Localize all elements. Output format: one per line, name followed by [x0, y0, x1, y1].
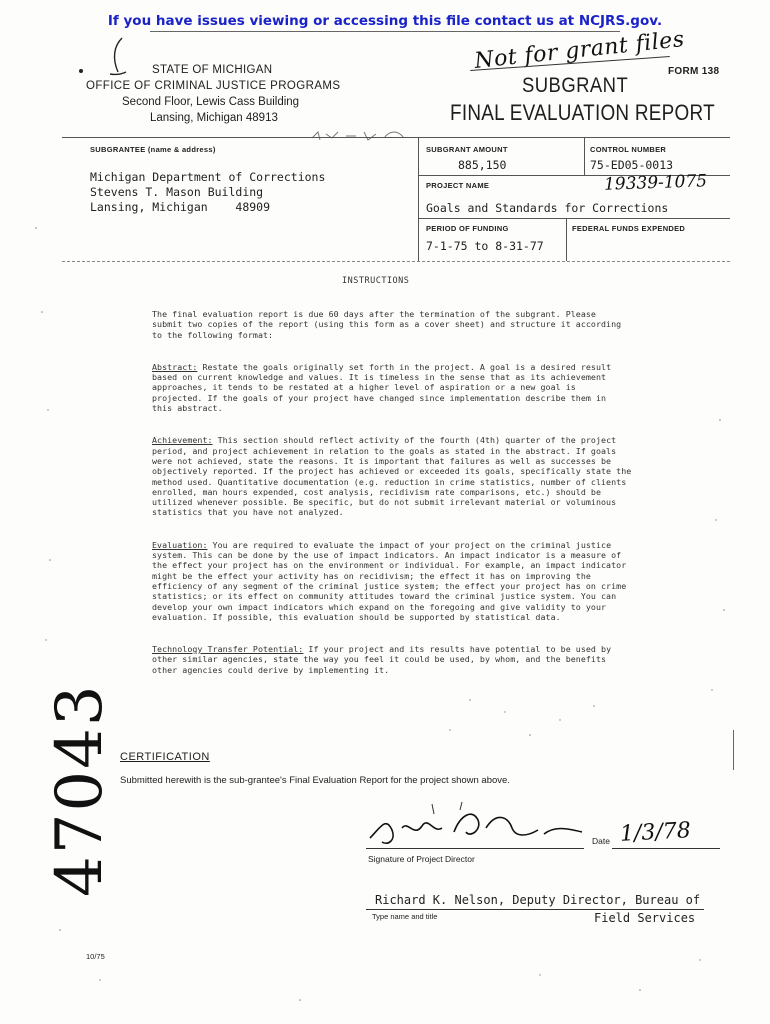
- technology-transfer-text: If your project and its results have potential to be used by other similar agencies, state the way you feel it could be used, by whom, and the benefits other agencies could derive by implementing it.: [152, 644, 612, 675]
- amount-label: SUBGRANT AMOUNT: [426, 145, 508, 154]
- agency-address-1: Second Floor, Lewis Cass Building: [122, 96, 300, 108]
- amount-value: 885,150: [458, 158, 507, 172]
- report-title-main: FINAL EVALUATION REPORT: [450, 100, 715, 125]
- typed-name-line-1: Richard K. Nelson, Deputy Director, Bureau of: [375, 893, 701, 907]
- period-value: 7-1-75 to 8-31-77: [426, 239, 544, 253]
- certification-heading: CERTIFICATION: [120, 751, 210, 763]
- subgrantee-line-3: Lansing, Michigan 48909: [90, 200, 271, 214]
- form-number: FORM 138: [668, 66, 720, 77]
- date-value: 1/3/78: [619, 818, 692, 847]
- subgrantee-line-1: Michigan Department of Corrections: [90, 170, 326, 184]
- technology-transfer-title: Technology Transfer Potential:: [152, 644, 304, 655]
- abstract-title: Abstract:: [152, 361, 198, 372]
- ncjrs-banner: If you have issues viewing or accessing this file contact us at NCJRS.gov.: [107, 13, 663, 29]
- federal-funds-label: FEDERAL FUNDS EXPENDED: [572, 224, 686, 233]
- certification-statement: Submitted herewith is the sub-grantee's Final Evaluation Report for the project shown above.: [120, 775, 510, 786]
- control-label: CONTROL NUMBER: [590, 145, 667, 154]
- period-label: PERIOD OF FUNDING: [426, 224, 509, 233]
- abstract-text: Restate the goals originally set forth in the project. A goal is a desired result based on current knowledge and values. It is timeless in the sense that as its achievement approaches, it tends to be restated at a higher level of aspiration or a new goal is projected. If the goals of your project have changed since implementation describe them in this abstract.: [152, 361, 612, 414]
- project-value: Goals and Standards for Corrections: [426, 201, 669, 215]
- achievement-title: Achievement:: [152, 435, 213, 446]
- agency-state: STATE OF MICHIGAN: [152, 64, 273, 76]
- instructions-intro: The final evaluation report is due 60 days after the termination of the subgrant. Please submit two copies of the report (using this form as a cover sheet) and structure it according to the following format:: [152, 309, 622, 340]
- project-label: PROJECT NAME: [426, 181, 490, 190]
- signature-label: Signature of Project Director: [368, 854, 475, 864]
- typed-name-label: Type name and title: [372, 912, 438, 921]
- date-label: Date: [592, 836, 610, 846]
- subgrantee-label: SUBGRANTEE (name & address): [90, 145, 216, 154]
- margin-number: 47043: [43, 683, 117, 897]
- control-handwritten: 19339-1075: [603, 171, 708, 195]
- typed-name-line-2: Field Services: [594, 911, 696, 925]
- subgrantee-line-2: Stevens T. Mason Building: [90, 185, 264, 199]
- instructions-heading: INSTRUCTIONS: [342, 276, 410, 286]
- handwritten-note: Not for grant files: [473, 27, 686, 74]
- achievement-text: This section should reflect activity of the fourth (4th) quarter of the project period, and project achievement in relation to the goals as stated in the abstract. If goals were not achieved, state the reasons. It is important that failures as well as successes be objectively reported. If the project has achieved or exceeded its goals, specifically state the method used. Quantitative documentation (e.g. reduction in crime statistics, number of clients enrolled, man hours expended, cost analysis, recidivism rate comparisons, etc.) should be utilized whenever possible. Be specific, but do not submit irrelevant material or voluminous statistics that you have not analyzed.: [152, 435, 632, 518]
- control-value: 75-ED05-0013: [590, 158, 674, 172]
- evaluation-title: Evaluation:: [152, 539, 208, 550]
- agency-address-2: Lansing, Michigan 48913: [150, 112, 278, 124]
- report-title-subgrant: SUBGRANT: [522, 74, 629, 97]
- form-date: 10/75: [86, 952, 105, 961]
- agency-office: OFFICE OF CRIMINAL JUSTICE PROGRAMS: [86, 80, 341, 92]
- evaluation-text: You are required to evaluate the impact of your project on the criminal justice system. This can be done by the use of impact indicators. An impact indicator is a measure of the effect your project has on the environment or individual. For example, an impact indicator might be the effect your activity has on recidivism; the effect it has on improving the efficiency of any segment of the criminal justice system; the effect your project has on crime statistics; or its effect on community attitudes toward the criminal justice system. You can develop your own impact indicators which expand on the foregoing and give validity to your evaluation. If possible, this evaluation should be supported by statistical data.: [152, 539, 627, 622]
